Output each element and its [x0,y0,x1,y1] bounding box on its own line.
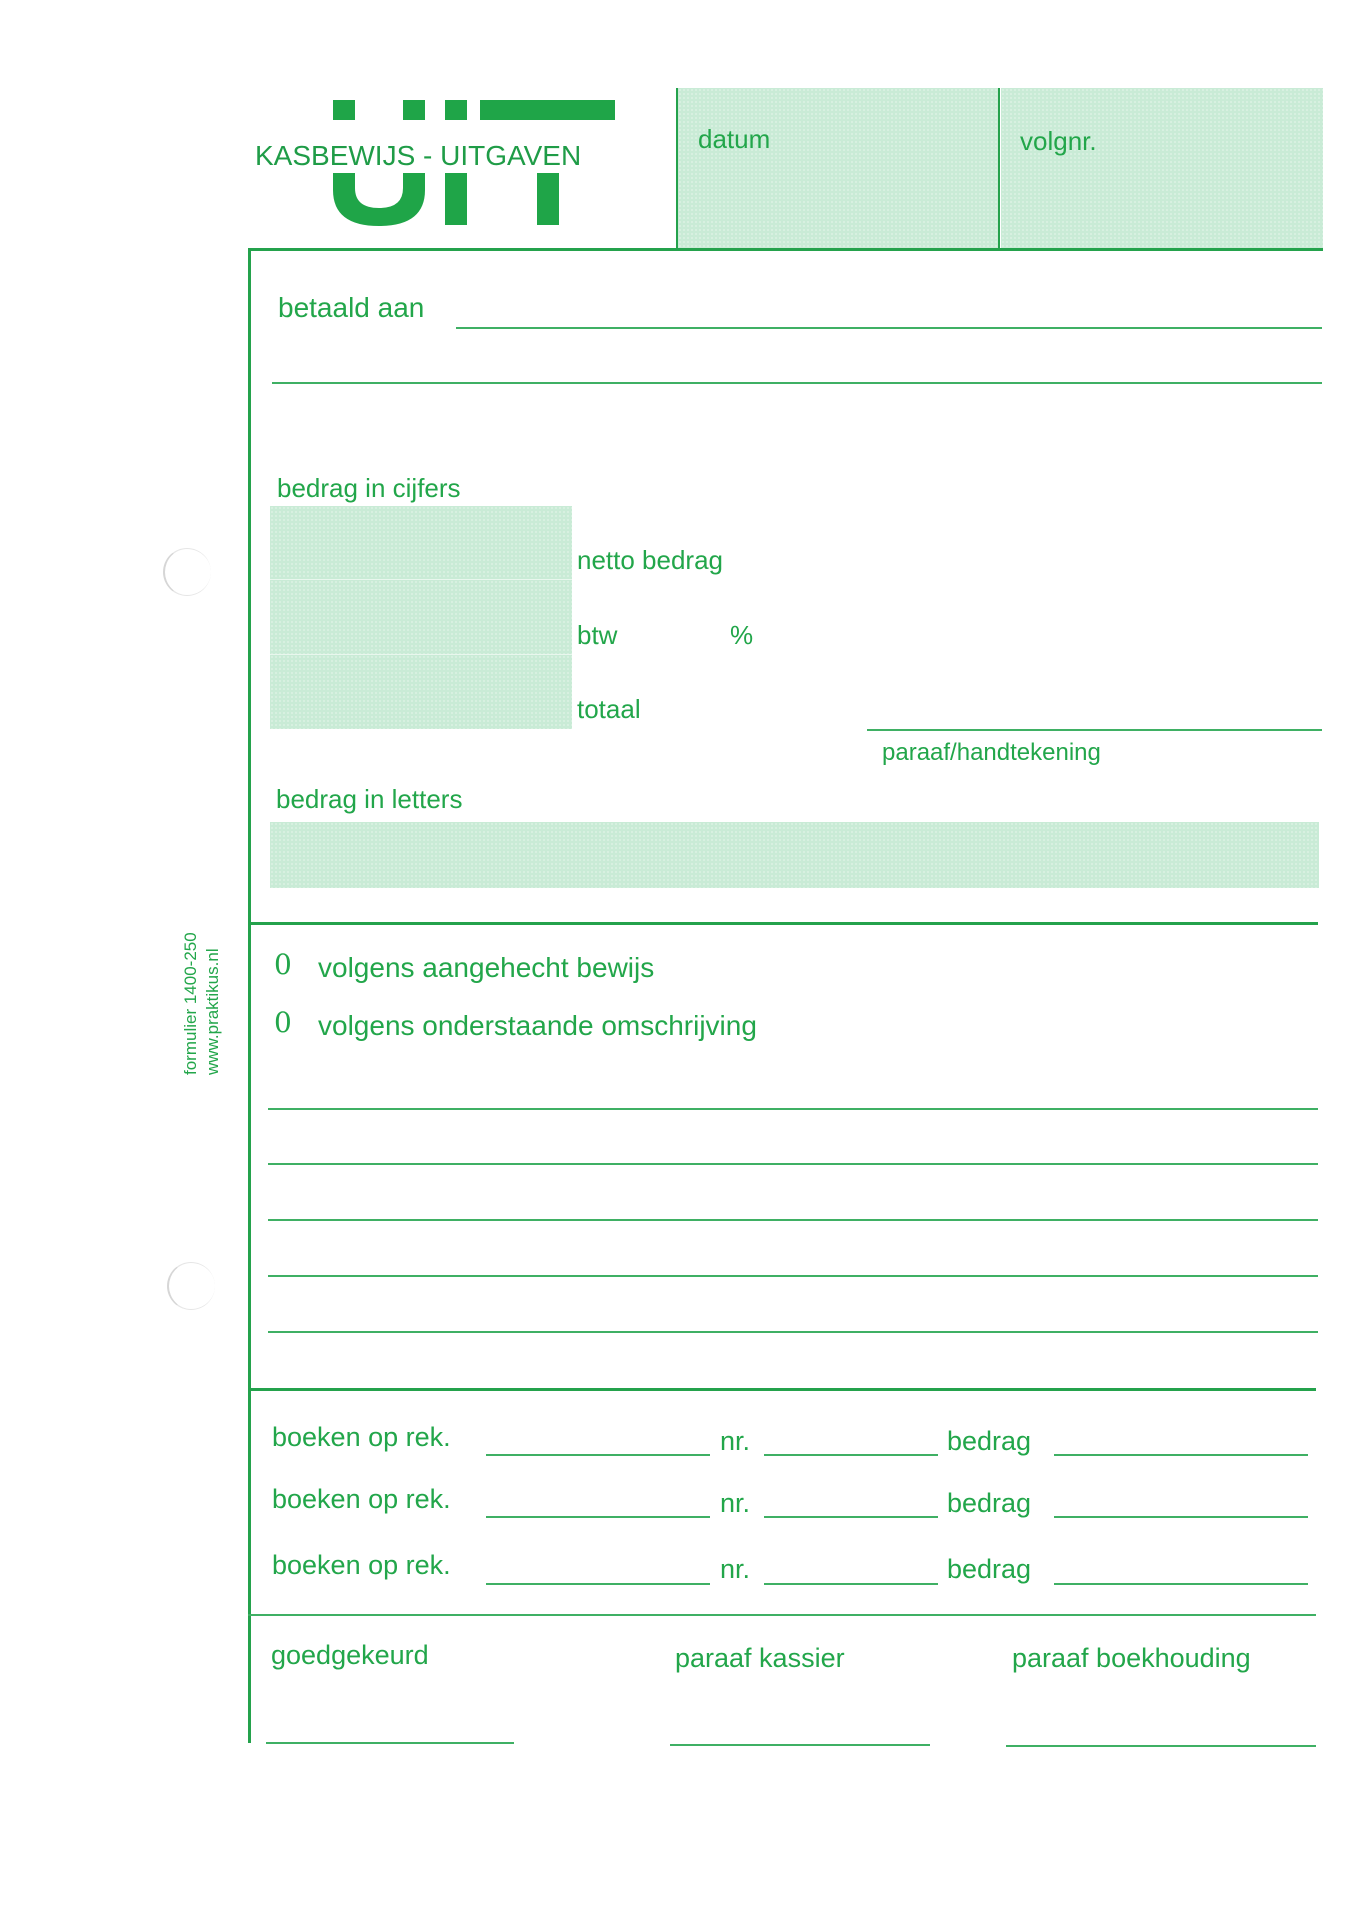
description-line-1[interactable] [268,1108,1318,1110]
booking-nr-label: nr. [720,1488,751,1518]
datum-label: datum [698,124,771,154]
side-credits [180,932,224,1075]
booking-rek-field[interactable] [486,1516,710,1518]
booking-nr-field[interactable] [764,1583,938,1585]
option1-label: volgens aangehecht bewijs [318,952,655,983]
cijfers-label: bedrag in cijfers [277,473,461,503]
option2-checkbox[interactable]: 0 [274,1006,292,1039]
booking-nr-field[interactable] [764,1516,938,1518]
description-line-2[interactable] [268,1163,1318,1165]
option1-checkbox[interactable]: 0 [274,948,292,981]
netto-label: netto bedrag [577,545,724,575]
booking-bedrag-field[interactable] [1054,1454,1308,1456]
datum-box[interactable] [678,88,998,248]
booking-rek-field[interactable] [486,1583,710,1585]
goedgekeurd-label: goedgekeurd [271,1640,429,1670]
description-line-5[interactable] [268,1331,1318,1333]
letters-amount-box[interactable] [270,822,1319,888]
header-bottom-line [248,248,1323,251]
booking-bedrag-label: bedrag [947,1488,1032,1518]
volgnr-box[interactable] [1001,88,1323,248]
payee-label: betaald aan [278,292,425,323]
btw-amount-box[interactable] [270,580,572,655]
totaal-label: totaal [577,694,641,724]
datum-left-border [676,88,678,250]
booking-nr-label: nr. [720,1426,751,1456]
section-divider-2 [248,1388,1316,1391]
section-divider-3 [248,1614,1316,1616]
signature-label: paraaf/handtekening [882,739,1101,766]
payee-line-1[interactable] [456,327,1322,329]
section-divider-1 [248,922,1318,925]
totaal-amount-box[interactable] [270,655,572,729]
booking-bedrag-field[interactable] [1054,1516,1308,1518]
form-left-border [248,248,251,1743]
booking-bedrag-label: bedrag [947,1554,1032,1584]
booking-rek-field[interactable] [486,1454,710,1456]
volgnr-label: volgnr. [1020,126,1097,156]
boekhouding-label: paraaf boekhouding [1012,1643,1251,1673]
boekhouding-signature-line[interactable] [1006,1745,1316,1747]
option2-label: volgens onderstaande omschrijving [318,1010,757,1041]
goedgekeurd-signature-line[interactable] [266,1742,514,1744]
description-line-4[interactable] [268,1275,1318,1277]
booking-nr-field[interactable] [764,1454,938,1456]
btw-label: btw [577,620,618,650]
binder-hole-bottom [167,1262,215,1310]
signature-line[interactable] [867,729,1322,731]
header-divider [998,88,1000,250]
netto-amount-box[interactable] [270,506,572,580]
booking-rek-label: boeken op rek. [272,1550,451,1580]
booking-nr-label: nr. [720,1554,751,1584]
binder-hole-top [163,548,211,596]
btw-percent-label: % [730,620,754,650]
form-number: formulier 1400-250 [181,932,200,1075]
kassier-label: paraaf kassier [675,1643,845,1673]
booking-bedrag-label: bedrag [947,1426,1032,1456]
booking-rek-label: boeken op rek. [272,1484,451,1514]
kassier-signature-line[interactable] [670,1744,930,1746]
website: www.praktikus.nl [203,948,222,1075]
booking-bedrag-field[interactable] [1054,1583,1308,1585]
booking-rek-label: boeken op rek. [272,1422,451,1452]
description-line-3[interactable] [268,1219,1318,1221]
payee-line-2[interactable] [272,382,1322,384]
letters-label: bedrag in letters [276,784,463,814]
form-title: KASBEWIJS - UITGAVEN [255,140,582,171]
